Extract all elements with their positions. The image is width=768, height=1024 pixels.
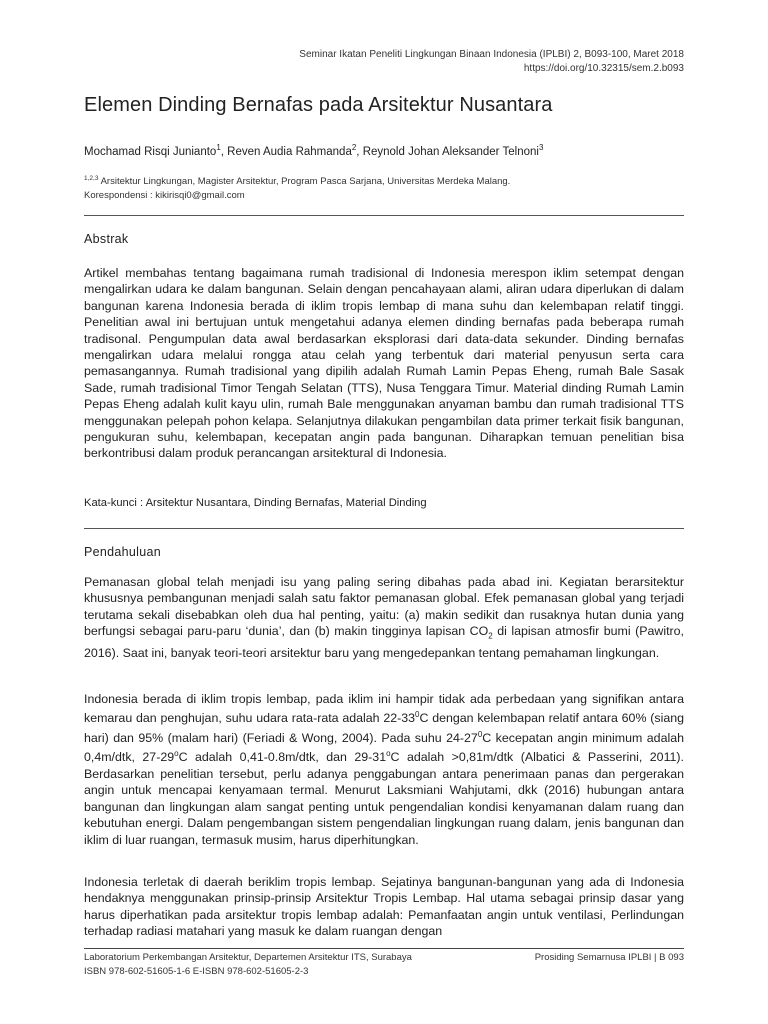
author-affil-mark: 3 <box>538 143 544 152</box>
footer-isbn: ISBN 978-602-51605-1-6 E-ISBN 978-602-51605-2-3 <box>84 966 309 977</box>
footer-lab: Laboratorium Perkembangan Arsitektur, Departemen Arsitektur ITS, Surabaya <box>84 952 412 963</box>
keywords: Kata-kunci : Arsitektur Nusantara, Dinding Bernafas, Material Dinding <box>84 497 427 509</box>
section-heading-pendahuluan: Pendahuluan <box>84 545 161 559</box>
superscript: 0 <box>477 729 483 739</box>
footer-right: Prosiding Semarnusa IPLBI | B 093 <box>534 952 684 963</box>
author-name: Reynold Johan Aleksander Telnoni <box>362 145 539 158</box>
affiliation-mark: 1,2,3 <box>84 175 99 182</box>
header-conference: Seminar Ikatan Peneliti Lingkungan Binaan Indonesia (IPLBI) 2, B093-100, Maret 2018 <box>299 49 684 60</box>
affiliation-block <box>84 172 684 203</box>
subscript: 2 <box>488 631 493 641</box>
superscript: o <box>386 749 391 759</box>
intro-paragraph-2 <box>84 691 684 848</box>
author-name: Mochamad Risqi Junianto <box>84 145 217 158</box>
text-run: Pemanasan global telah menjadi isu yang paling sering dibahas pada abad ini. Kegiatan berarsitektur khususnya pembangunan menjadi salah satu faktor pemanasan global. Efek pemanasan global yang terjadi terutama sekali disebabkan oleh dua hal penting, yaitu: (a) makin sedikit dan rusaknya hutan dunia yang berfungsi sebagai paru-paru ‘dunia’, dan (b) makin tingginya lapisan CO <box>84 575 684 639</box>
abstract-text: Artikel membahas tentang bagaimana rumah tradisional di Indonesia merespon iklim setempat dengan mengalirkan udara ke dalam bangunan. Selain dengan pencahayaan alami, aliran udara diperlukan di dalam bangunan karena Indonesia berada di iklim tropis lembap di mana suhu dan kelembapan relatif tinggi. Penelitian awal ini bertujuan untuk mengetahui adanya elemen dinding bernafas pada beberapa rumah tradisonal. Pengumpulan data awal berdasarkan eksplorasi dari data-data sekunder. Dinding bernafas mengalirkan udara melalui rongga atau celah yang terbentuk dari material penyusun serta cara pemasangannya. Rumah tradisional yang dipilih adalah Rumah Lamin Pepas Eheng, rumah Bale Sasak Sade, rumah tradisional Timor Tengah Selatan (TTS), Nusa Tenggara Timur. Material dinding Rumah Lamin Pepas Eheng adalah kulit kayu ulin, rumah Bale menggunakan anyaman bambu dan rumah tradisional TTS menggunakan pelepah pohon kelapa. Selanjutnya dilakukan pengambilan data primer terkait fisik bangunan, pengukuran suhu, kelembapan, kecepatan angin pada bangunan. Diharapkan temuan penelitian bisa berkontribusi dalam produk perancangan arsitektural di Indonesia. <box>84 266 684 461</box>
text-run: C kecepatan angin minimum adalah 0,4m/dtk, 27-29 <box>84 731 684 765</box>
superscript: o <box>174 749 179 759</box>
divider-top <box>84 215 684 216</box>
abstract-heading: Abstrak <box>84 232 129 246</box>
text-run: di lapisan atmosfir bumi (Pawitro, 2016). Saat ini, banyak teori-teori arsitektur baru yang mengedepankan tentang pemahaman lingkungan. <box>84 624 684 661</box>
author-affil-mark: 1 <box>216 143 221 152</box>
text-run: C adalah >0,81m/dtk (Albatici & Passerini, 2011). Berdasarkan penelitian tersebut, perlu adanya penggabungan antara penerimaan panas dan pergerakan angin untuk mencapai kenyamaan termal. Menurut Laksmiani Wahjutami, dkk (2016) hubungan antara bangunan dan lingkungan alam sangat penting untuk pengendalian kondisi kenyamanan dalam ruang dan kebutuhan energi. Dalam pengembangan sistem pengendalian lingkungan ruang dalam, jenis bangunan dan iklim di luar ruangan, termasuk musim, harus diperhitungkan. <box>84 750 685 847</box>
header-doi[interactable]: https://doi.org/10.32315/sem.2.b093 <box>523 63 684 74</box>
paper-title: Elemen Dinding Bernafas pada Arsitektur Nusantara <box>84 94 553 116</box>
author-name: Reven Audia Rahmanda <box>227 145 352 158</box>
author-affil-mark: 2 <box>351 143 357 152</box>
intro-paragraph-1 <box>84 574 684 662</box>
correspondence: Korespondensi : kikirisqi0@gmail.com <box>84 190 245 202</box>
intro-paragraph-3: Indonesia terletak di daerah beriklim tropis lembap. Sejatinya bangunan-bangunan yang ada di Indonesia hendaknya menggunakan prinsip-prinsip Arsitektur Tropis Lembap. Hal utama sebagai prinsip dasar yang harus diperhatikan pada arsitektur tropis lembap adalah: Pemanfaatan angin untuk ventilasi, Perlindungan terhadap radiasi matahari yang masuk ke dalam ruangan dengan <box>84 875 684 939</box>
affiliation-text: Arsitektur Lingkungan, Magister Arsitektur, Program Pasca Sarjana, Universitas Merdeka Malang. <box>98 176 511 188</box>
text-run: C dengan kelembapan relatif antara 60% (siang hari) dan 95% (malam hari) (Feriadi & Wong, 2004). Pada suhu 24-27 <box>84 711 685 746</box>
superscript: 0 <box>415 710 420 720</box>
text-run: C adalah 0,41-0.8m/dtk, dan 29-31 <box>178 750 387 765</box>
divider-middle <box>84 528 684 529</box>
text-run: Indonesia berada di iklim tropis lembap, pada iklim ini hampir tidak ada perbedaan yang signifikan antara kemarau dan penghujan, suhu udara rata-rata adalah 22-33 <box>84 692 684 726</box>
running-header <box>299 48 684 76</box>
affiliation-line <box>84 172 684 189</box>
footer-left <box>84 951 412 979</box>
author-list: Mochamad Risqi Junianto$^1$, Reven Audia Rahmanda$^2$, Reynold Johan Aleksander Telnoni$^3$ <box>84 143 544 158</box>
footer-divider <box>84 948 684 949</box>
